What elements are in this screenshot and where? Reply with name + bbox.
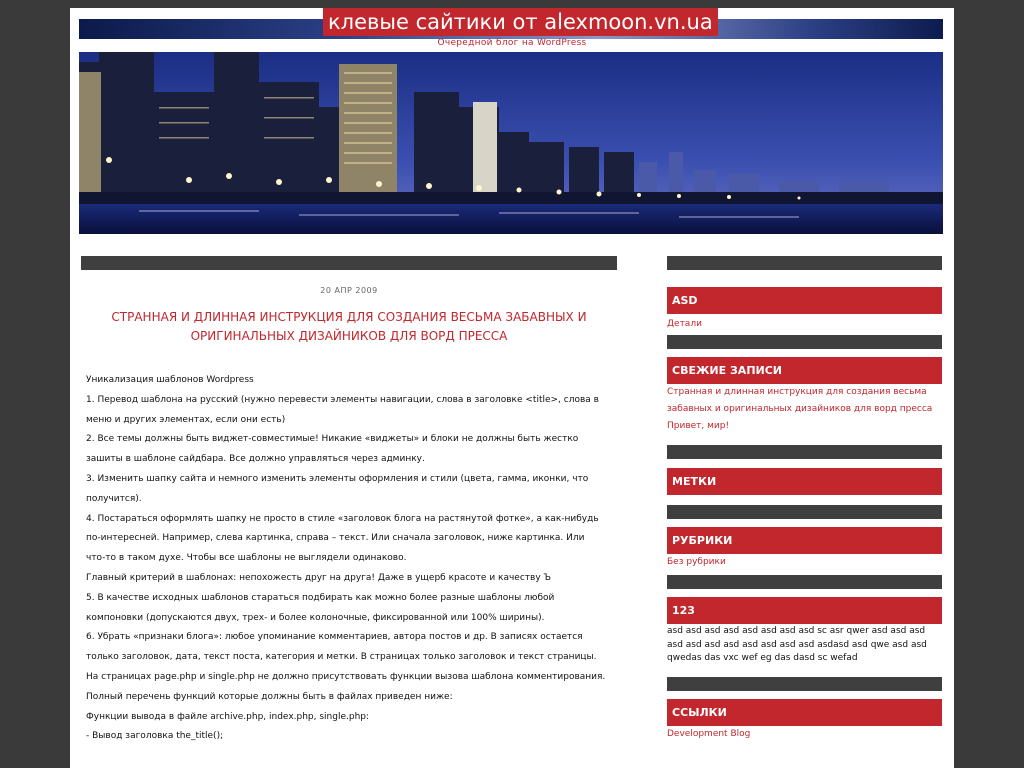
- post-paragraph: - Вывод заголовка the_title();: [86, 731, 224, 742]
- blogroll-link[interactable]: Development Blog: [667, 728, 751, 739]
- sidebar-divider: [667, 575, 942, 589]
- sidebar-divider: [667, 505, 942, 519]
- site-title[interactable]: клевые сайтики от alexmoon.vn.ua: [323, 8, 718, 36]
- site-description: Очередной блог на WordPress: [437, 38, 587, 48]
- sidebar-divider: [667, 335, 942, 349]
- post-paragraph: 2. Все темы должны быть виджет-совместимые! Никакие «виджеты» и блоки не должны быть жестко зашиты в шаблоне сайдбара. Все должно управляться через админку.: [86, 434, 579, 465]
- post-body: [86, 371, 606, 747]
- sidebar-divider: [667, 445, 942, 459]
- widget-text-123: asd asd asd asd asd asd asd asd sc asr qwer asd asd asd asd asd asd asd asd asd asd asd asdasd asd qwe asd asd qwedas das vxc wef eg das dasd sc wefad: [667, 626, 927, 663]
- post-paragraph: 3. Изменить шапку сайта и немного изменить элементы оформления и стили (цвета, гамма, иконки, что получится).: [86, 473, 589, 504]
- sidebar-divider: [667, 256, 942, 270]
- post-paragraph: Главный критерий в шаблонах: непохожесть друг на друга! Даже в ущерб красоте и качеству Ъ: [86, 572, 552, 583]
- recent-post-link[interactable]: Привет, мир!: [667, 421, 730, 431]
- header-banner-image: [79, 52, 943, 234]
- widget-title-categories: РУБРИКИ: [667, 527, 942, 554]
- post-paragraph: Полный перечень функций которые должны быть в файлах приведен ниже:: [86, 691, 453, 702]
- post-paragraph: 6. Убрать «признаки блога»: любое упоминание комментариев, автора постов и др. В записях остается только заголовок, дата, текст поста, категория и метки. В страницах только заголовок и текст страницы. На страницах page.php и single.php не должно присутствовать функции вызова шаблона комментирования.: [86, 632, 606, 682]
- widget-title-123: 123: [667, 597, 942, 624]
- recent-post-link[interactable]: Странная и длинная инструкция для создания весьма забавных и оригинальных дизайников для ворд пресса: [667, 387, 933, 414]
- page: [70, 8, 954, 768]
- post-paragraph: Уникализация шаблонов Wordpress: [86, 375, 254, 385]
- post-paragraph: 5. В качестве исходных шаблонов стараться подбирать как можно более разные шаблоны любой компоновки (допускаются двух, трех- и более колоночные, фиксированной или 100% ширины).: [86, 592, 555, 623]
- content-top-bar: [81, 256, 617, 270]
- post-date: 20 АПР 2009: [320, 286, 378, 295]
- category-link[interactable]: Без рубрики: [667, 557, 726, 567]
- widget-link-details[interactable]: Детали: [667, 319, 702, 329]
- widget-title-asd: ASD: [667, 287, 942, 314]
- post-paragraph: 4. Постараться оформлять шапку не просто в стиле «заголовок блога на растянутой фотке», а как-нибудь по-интересней. Например, слева картинка, справа – текст. Или сначала заголовок, ниже картинка. Или что-то в таком духе. Чтобы все шаблоны не выглядели одинаково.: [86, 513, 599, 564]
- sidebar: [667, 256, 942, 743]
- widget-title-recent-posts: СВЕЖИЕ ЗАПИСИ: [667, 357, 942, 384]
- post-title-link[interactable]: СТРАННАЯ И ДЛИННАЯ ИНСТРУКЦИЯ ДЛЯ СОЗДАНИЯ ВЕСЬМА ЗАБАВНЫХ И ОРИГИНАЛЬНЫХ ДИЗАЙНИКОВ ДЛЯ ВОРД ПРЕССА: [111, 310, 587, 343]
- post-paragraph: Функции вывода в файле archive.php, index.php, single.php:: [86, 711, 370, 722]
- widget-title-links: ССЫЛКИ: [667, 699, 942, 726]
- post-paragraph: 1. Перевод шаблона на русский (нужно перевести элементы навигации, слова в заголовке <title>, слова в меню и других элементах, если они есть): [86, 394, 599, 425]
- sidebar-divider: [667, 677, 942, 691]
- widget-title-tags: МЕТКИ: [667, 468, 942, 495]
